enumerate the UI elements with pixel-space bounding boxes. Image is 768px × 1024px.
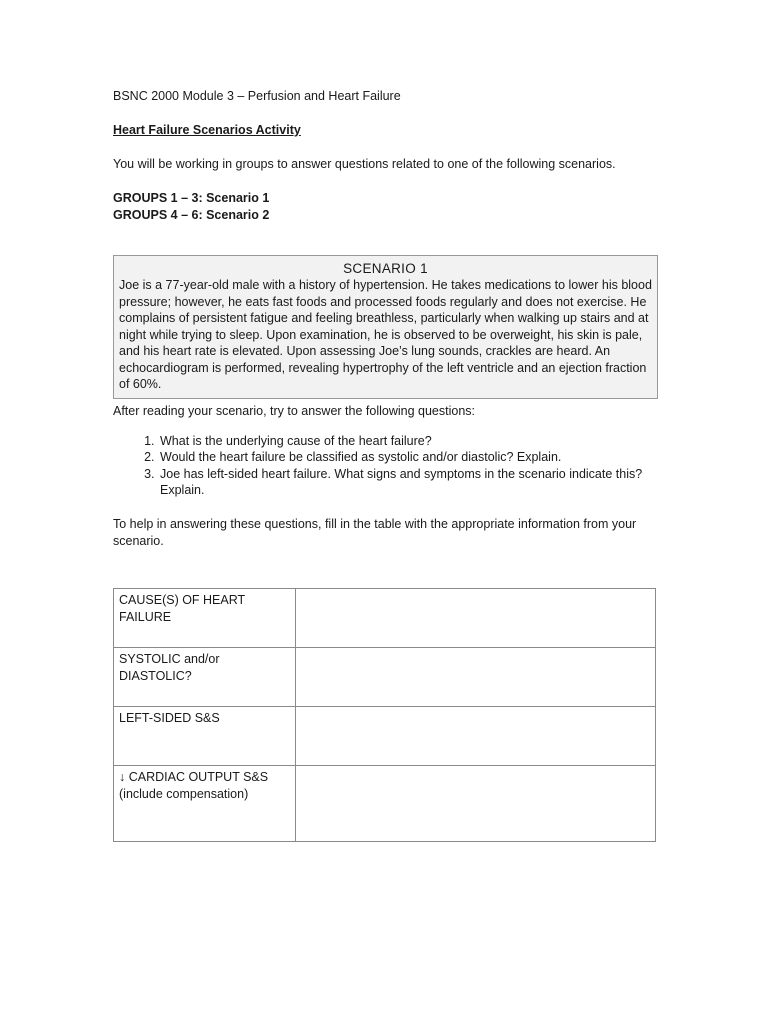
row-label bbox=[114, 706, 296, 765]
row-label-text: LEFT-SIDED S&S bbox=[119, 710, 220, 725]
answer-cell[interactable] bbox=[296, 588, 656, 647]
scenario-box bbox=[113, 255, 658, 399]
questions-lead: After reading your scenario, try to answer the following questions: bbox=[113, 403, 475, 418]
help-text: To help in answering these questions, fill in the table with the appropriate information from your scenario. bbox=[113, 516, 637, 548]
group-assignments bbox=[113, 190, 658, 224]
group-assignment-1: GROUPS 1 – 3: Scenario 1 bbox=[113, 191, 270, 205]
course-title: BSNC 2000 Module 3 – Perfusion and Heart Failure bbox=[113, 89, 401, 103]
document-page bbox=[113, 88, 658, 842]
questions-list bbox=[113, 433, 658, 499]
table-row bbox=[114, 647, 656, 706]
question-item: 1. What is the underlying cause of the heart failure? bbox=[158, 433, 658, 450]
question-item: 3. Joe has left-sided heart failure. What signs and symptoms in the scenario indicate this? Explain. bbox=[158, 466, 658, 499]
group-assignment-2: GROUPS 4 – 6: Scenario 2 bbox=[113, 208, 270, 222]
table-row bbox=[114, 765, 656, 841]
row-label bbox=[114, 647, 296, 706]
scenario-text: Joe is a 77-year-old male with a history of hypertension. He takes medications to lower his blood pressure; however, he eats fast foods and processed foods regularly and does not exercise. He complains of persistent fatigue and feeling breathless, particularly when walking up stairs and at night while trying to sleep. Upon examination, he is observed to be overweight, his skin is pale, and his heart rate is elevated. Upon assessing Joe’s lung sounds, crackles are heard. An echocardiogram is performed, revealing hypertrophy of the left ventricle and an ejection fraction of 60%. bbox=[119, 278, 652, 391]
activity-title: Heart Failure Scenarios Activity bbox=[113, 123, 301, 137]
intro-text: You will be working in groups to answer questions related to one of the following scenarios. bbox=[113, 157, 616, 171]
row-label-text: SYSTOLIC and/or DIASTOLIC? bbox=[119, 651, 220, 683]
row-label bbox=[114, 765, 296, 841]
row-label bbox=[114, 588, 296, 647]
row-label-text: ↓ CARDIAC OUTPUT S&S bbox=[119, 769, 269, 784]
scenario-title: SCENARIO 1 bbox=[343, 261, 428, 276]
row-label-note: (include compensation) bbox=[119, 786, 249, 801]
question-item: 2. Would the heart failure be classified as systolic and/or diastolic? Explain. bbox=[158, 449, 658, 466]
answer-cell[interactable] bbox=[296, 765, 656, 841]
row-label-text: CAUSE(S) OF HEART FAILURE bbox=[119, 592, 245, 624]
answer-cell[interactable] bbox=[296, 647, 656, 706]
answer-cell[interactable] bbox=[296, 706, 656, 765]
summary-table bbox=[113, 588, 656, 842]
table-row bbox=[114, 706, 656, 765]
table-row bbox=[114, 588, 656, 647]
